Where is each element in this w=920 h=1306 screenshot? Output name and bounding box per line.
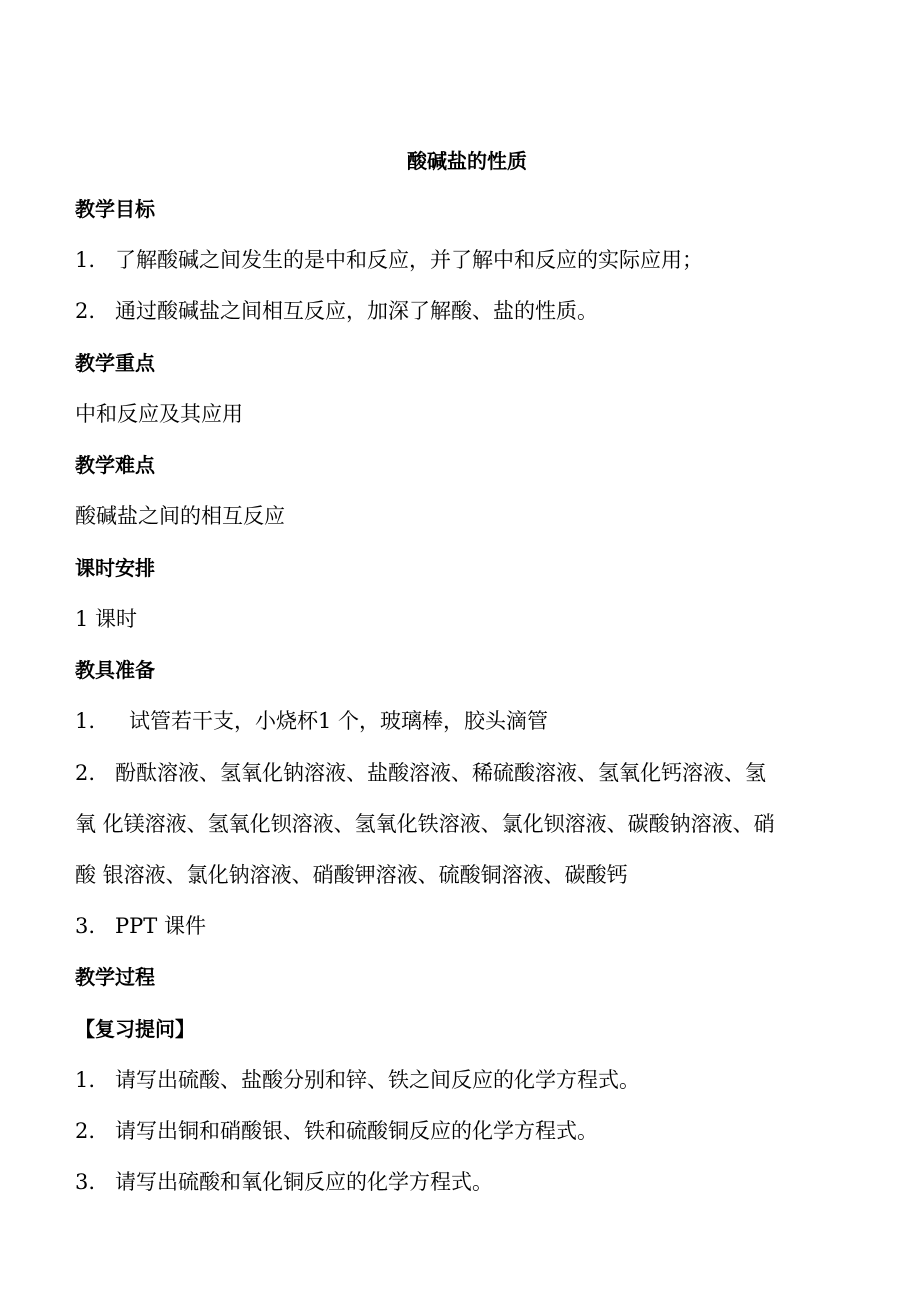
process-heading: 教学过程	[75, 965, 155, 989]
materials-item-1-text: 试管若干支，小烧杯1 个，玻璃棒，胶头滴管	[129, 709, 549, 733]
objective-item-2-text: 通过酸碱盐之间相互反应，加深了解酸、盐的性质。	[115, 299, 598, 323]
objective-item-1-number: 1.	[75, 248, 96, 272]
objective-item-1-text: 了解酸碱之间发生的是中和反应，并了解中和反应的实际应用；	[115, 248, 703, 272]
review-question-1-text: 请写出硫酸、盐酸分别和锌、铁之间反应的化学方程式。	[115, 1068, 640, 1092]
materials-item-2-line-2: 氧 化镁溶液、氢氧化钡溶液、氢氧化铁溶液、氯化钡溶液、碳酸钠溶液、硝	[75, 812, 775, 836]
review-question-2	[75, 1118, 598, 1144]
objective-item-1	[75, 247, 703, 273]
difficulties-text: 酸碱盐之间的相互反应	[75, 504, 285, 528]
materials-item-2-text-line-1: 酚酞溶液、氢氧化钠溶液、盐酸溶液、稀硫酸溶液、氢氧化钙溶液、氢	[115, 761, 766, 785]
materials-item-3	[75, 913, 206, 939]
materials-item-2-number: 2.	[75, 761, 96, 785]
review-question-2-text: 请写出铜和硝酸银、铁和硫酸铜反应的化学方程式。	[115, 1119, 598, 1143]
review-question-3-number: 3.	[75, 1170, 96, 1194]
review-question-1-number: 1.	[75, 1068, 96, 1092]
review-question-1	[75, 1067, 640, 1093]
key-points-heading: 教学重点	[75, 351, 155, 375]
materials-heading: 教具准备	[75, 658, 155, 682]
materials-item-1	[75, 708, 548, 734]
document-title: 酸碱盐的性质	[407, 149, 527, 173]
difficulties-heading: 教学难点	[75, 453, 155, 477]
objective-item-2	[75, 298, 598, 324]
key-points-text: 中和反应及其应用	[75, 402, 243, 426]
review-questions-heading: 【复习提问】	[75, 1017, 195, 1041]
schedule-heading: 课时安排	[75, 556, 155, 580]
review-question-3	[75, 1169, 493, 1195]
objective-item-2-number: 2.	[75, 299, 96, 323]
materials-item-3-number: 3.	[75, 914, 96, 938]
materials-item-2-line-1	[75, 760, 766, 786]
materials-item-2-line-3: 酸 银溶液、氯化钠溶液、硝酸钾溶液、硫酸铜溶液、碳酸钙	[75, 863, 628, 887]
materials-item-1-number: 1.	[75, 709, 96, 733]
objectives-heading: 教学目标	[75, 197, 155, 221]
review-question-2-number: 2.	[75, 1119, 96, 1143]
materials-item-3-text: PPT 课件	[115, 914, 206, 938]
schedule-text: 1 课时	[75, 607, 138, 631]
review-question-3-text: 请写出硫酸和氧化铜反应的化学方程式。	[115, 1170, 493, 1194]
